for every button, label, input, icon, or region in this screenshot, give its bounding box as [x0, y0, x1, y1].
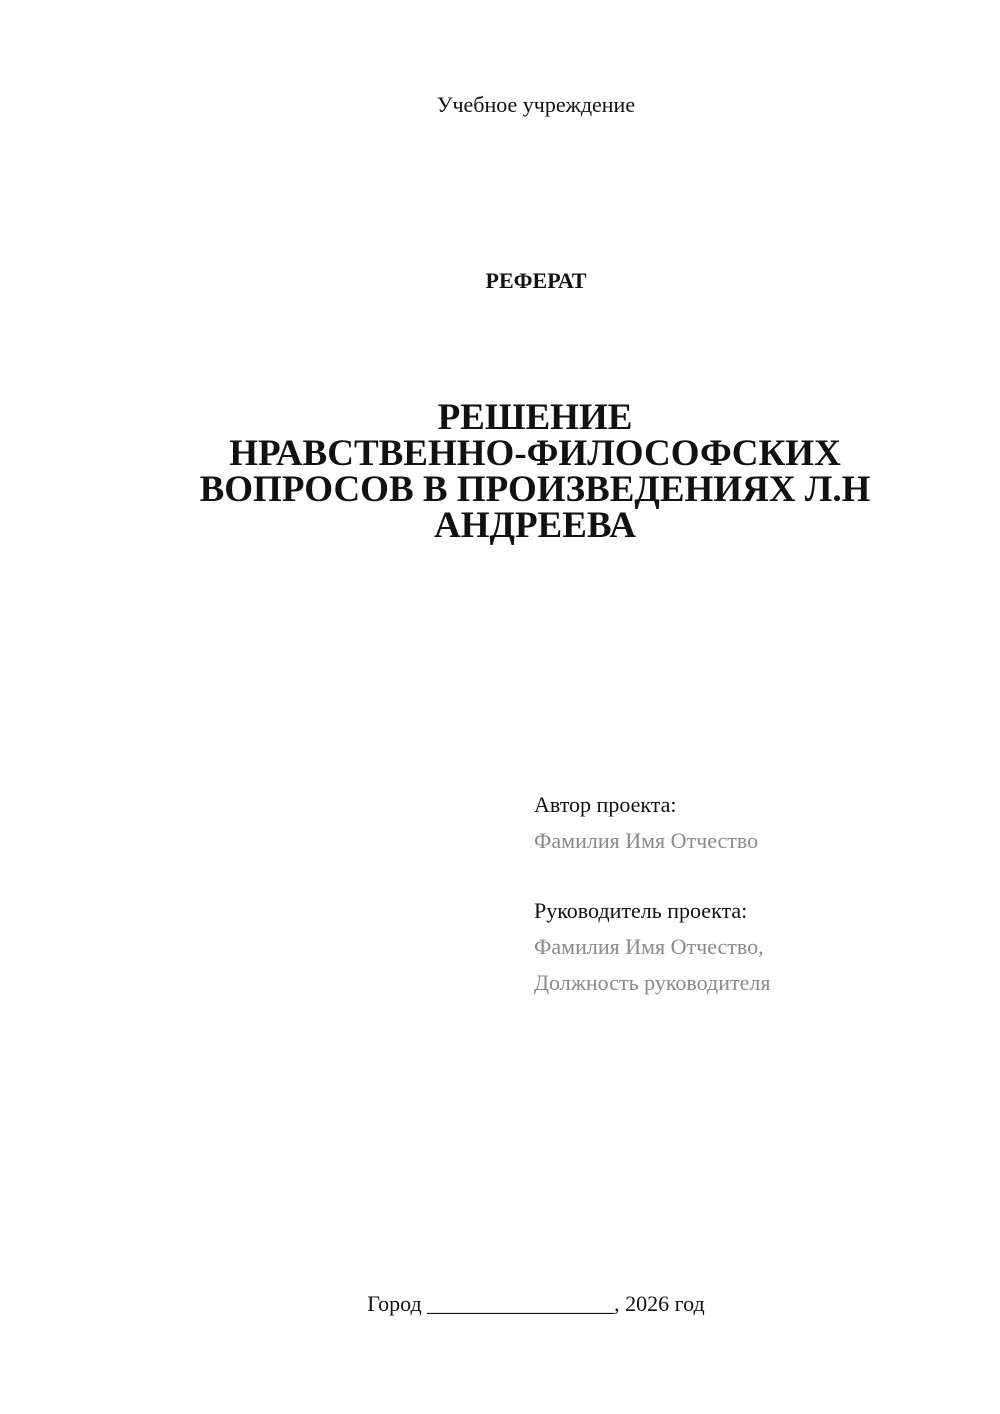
city-year-line: Город _________________, 2026 год — [367, 1291, 705, 1316]
info-spacer — [534, 859, 974, 893]
title-line-2: НРАВСТВЕННО-ФИЛОСОФСКИХ — [229, 433, 841, 474]
document-type: РЕФЕРАТ — [485, 268, 587, 293]
project-info — [534, 787, 974, 1001]
author-name: Фамилия Имя Отчество — [534, 828, 759, 853]
supervisor-name: Фамилия Имя Отчество, — [534, 934, 764, 959]
title-line-1: РЕШЕНИЕ — [437, 397, 633, 438]
author-label: Автор проекта: — [534, 792, 677, 817]
document-title — [170, 397, 900, 546]
supervisor-label: Руководитель проекта: — [534, 898, 748, 923]
institution-name: Учебное учреждение — [436, 92, 636, 117]
title-line-3: ВОПРОСОВ В ПРОИЗВЕДЕНИЯХ Л.Н — [199, 469, 871, 510]
title-line-4: АНДРЕЕВА — [434, 505, 636, 546]
supervisor-position: Должность руководителя — [534, 970, 771, 995]
